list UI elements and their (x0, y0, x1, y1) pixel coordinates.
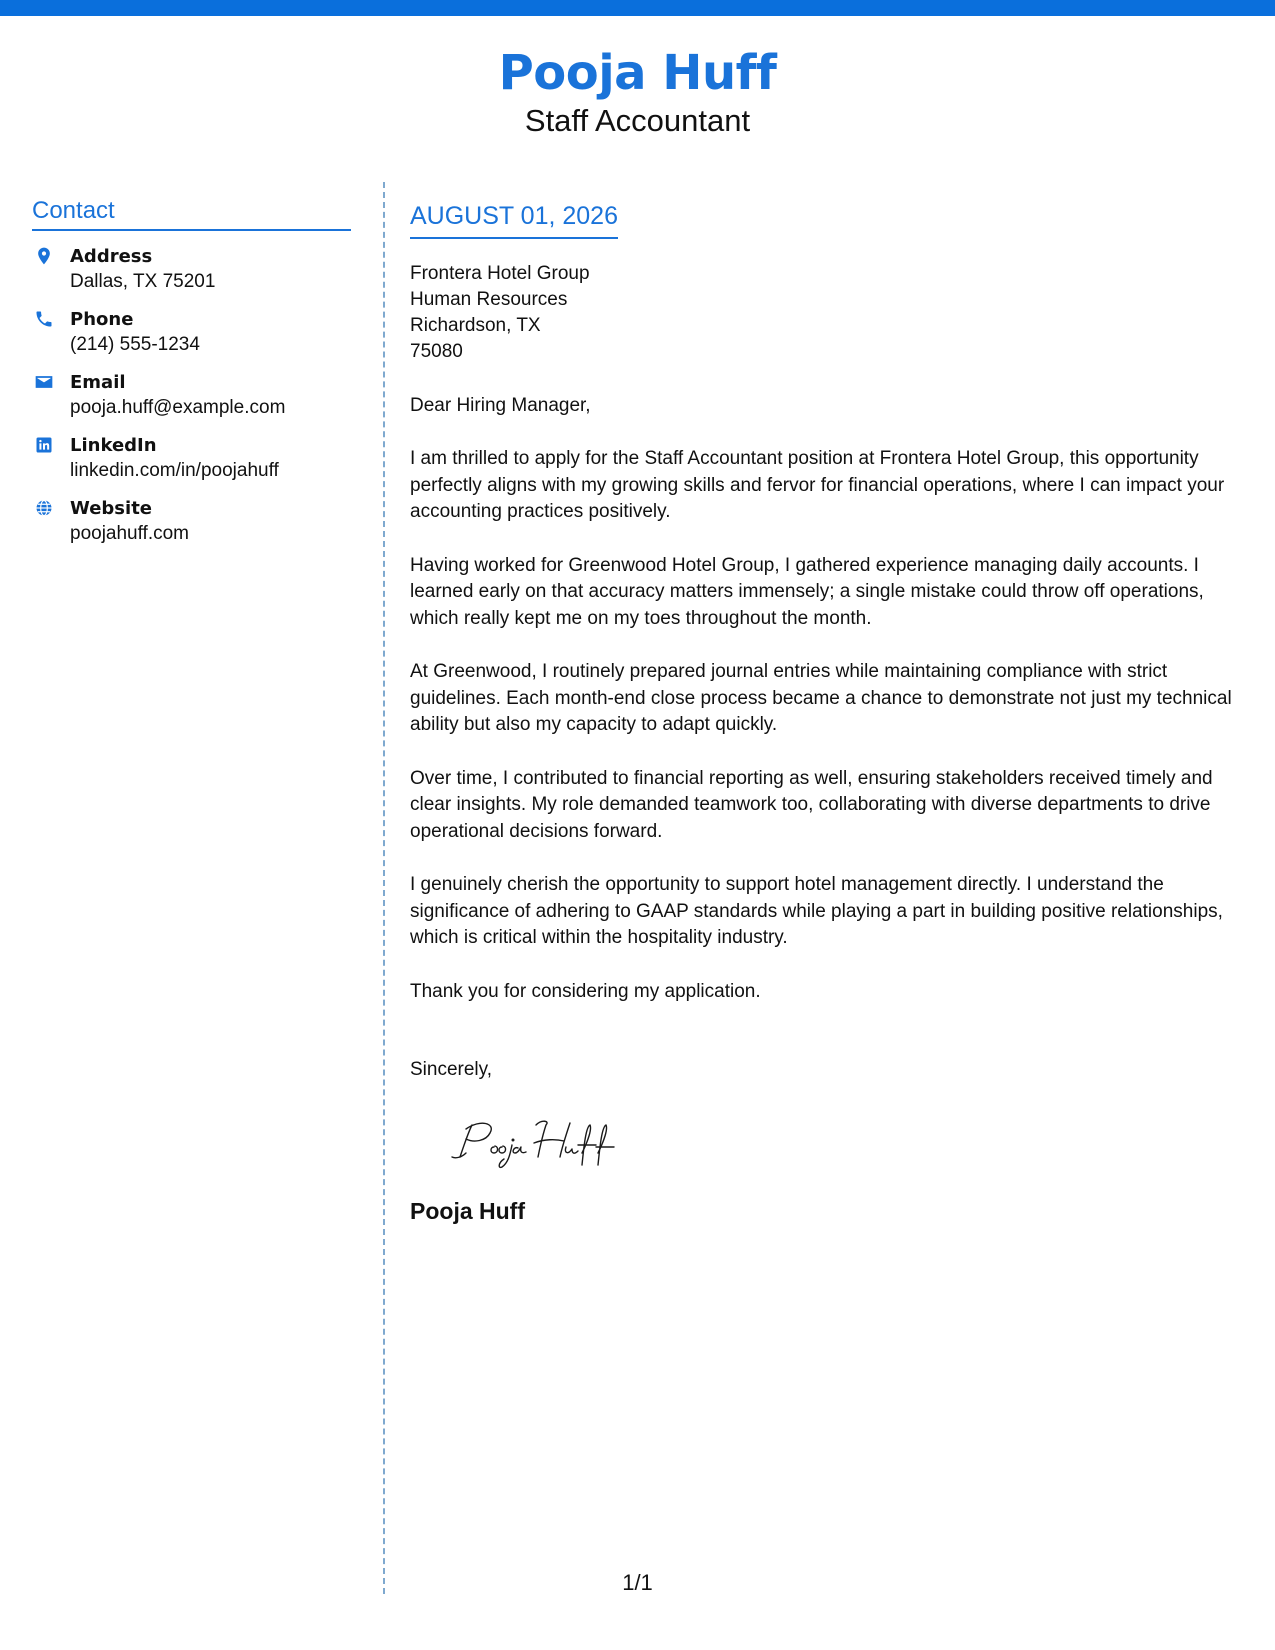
recipient-line: Human Resources (410, 289, 568, 310)
globe-icon (34, 498, 54, 518)
candidate-name: Pooja Huff (498, 45, 777, 101)
recipient-line: Frontera Hotel Group (410, 263, 590, 284)
letter-paragraph: I genuinely cherish the opportunity to support hotel management directly. I understand the significance of adhering to GAAP standards while playing a part in building positive relationships, which is critical within the hospitality industry. (410, 874, 1223, 948)
recipient-line: Richardson, TX (410, 315, 541, 336)
contact-item-address (32, 245, 351, 308)
contact-value: Dallas, TX 75201 (70, 271, 216, 292)
phone-icon (34, 309, 54, 329)
contact-heading: Contact (32, 196, 351, 231)
closing: Sincerely, (410, 1059, 493, 1080)
contact-label: Website (70, 498, 153, 519)
contact-value[interactable]: pooja.huff@example.com (70, 397, 286, 418)
contact-sidebar (32, 196, 351, 560)
resume-header (0, 44, 1275, 140)
contact-label: Phone (70, 309, 134, 330)
letter-paragraph: Having worked for Greenwood Hotel Group, I gathered experience managing daily accounts. I learned early on that accuracy matters immensely; a single mistake could throw off operations, which really kept me on my toes throughout the month. (410, 554, 1204, 629)
contact-label: Email (70, 372, 126, 393)
top-accent-bar (0, 0, 1275, 16)
contact-value: (214) 555-1234 (70, 334, 200, 355)
envelope-icon (34, 372, 54, 392)
linkedin-icon (34, 435, 54, 455)
contact-item-phone (32, 308, 351, 371)
letter-paragraph: I am thrilled to apply for the Staff Accountant position at Frontera Hotel Group, this opportunity perfectly aligns with my growing skills and fervor for financial operations, where I can impact your accounting practices positively. (410, 448, 1225, 522)
letter-body (410, 200, 1255, 1226)
recipient-line: 75080 (410, 341, 463, 362)
contact-label: LinkedIn (70, 435, 157, 456)
handwritten-signature (446, 1111, 646, 1171)
location-pin-icon (34, 246, 54, 266)
salutation: Dear Hiring Manager, (410, 395, 591, 416)
signer-name: Pooja Huff (410, 1198, 525, 1224)
letter-paragraph: Thank you for considering my application. (410, 980, 761, 1002)
contact-value[interactable]: poojahuff.com (70, 523, 190, 544)
contact-value[interactable]: linkedin.com/in/poojahuff (70, 460, 279, 481)
letter-paragraph: At Greenwood, I routinely prepared journal entries while maintaining compliance with strict guidelines. Each month-end close process became a chance to demonstrate not just my technical ability but also my capacity to adapt quickly. (410, 661, 1232, 735)
column-divider (383, 182, 385, 1594)
contact-item-email (32, 371, 351, 434)
contact-item-linkedin (32, 434, 351, 497)
recipient-block (410, 261, 1255, 365)
contact-list (32, 245, 351, 560)
job-title: Staff Accountant (524, 103, 751, 138)
letter-date: AUGUST 01, 2026 (410, 200, 618, 239)
contact-label: Address (70, 246, 153, 267)
page-number: 1/1 (622, 1570, 653, 1595)
contact-item-website (32, 497, 351, 560)
letter-paragraph: Over time, I contributed to financial reporting as well, ensuring stakeholders received timely and clear insights. My role demanded teamwork too, collaborating with diverse departments to drive operational decisions forward. (410, 767, 1213, 842)
